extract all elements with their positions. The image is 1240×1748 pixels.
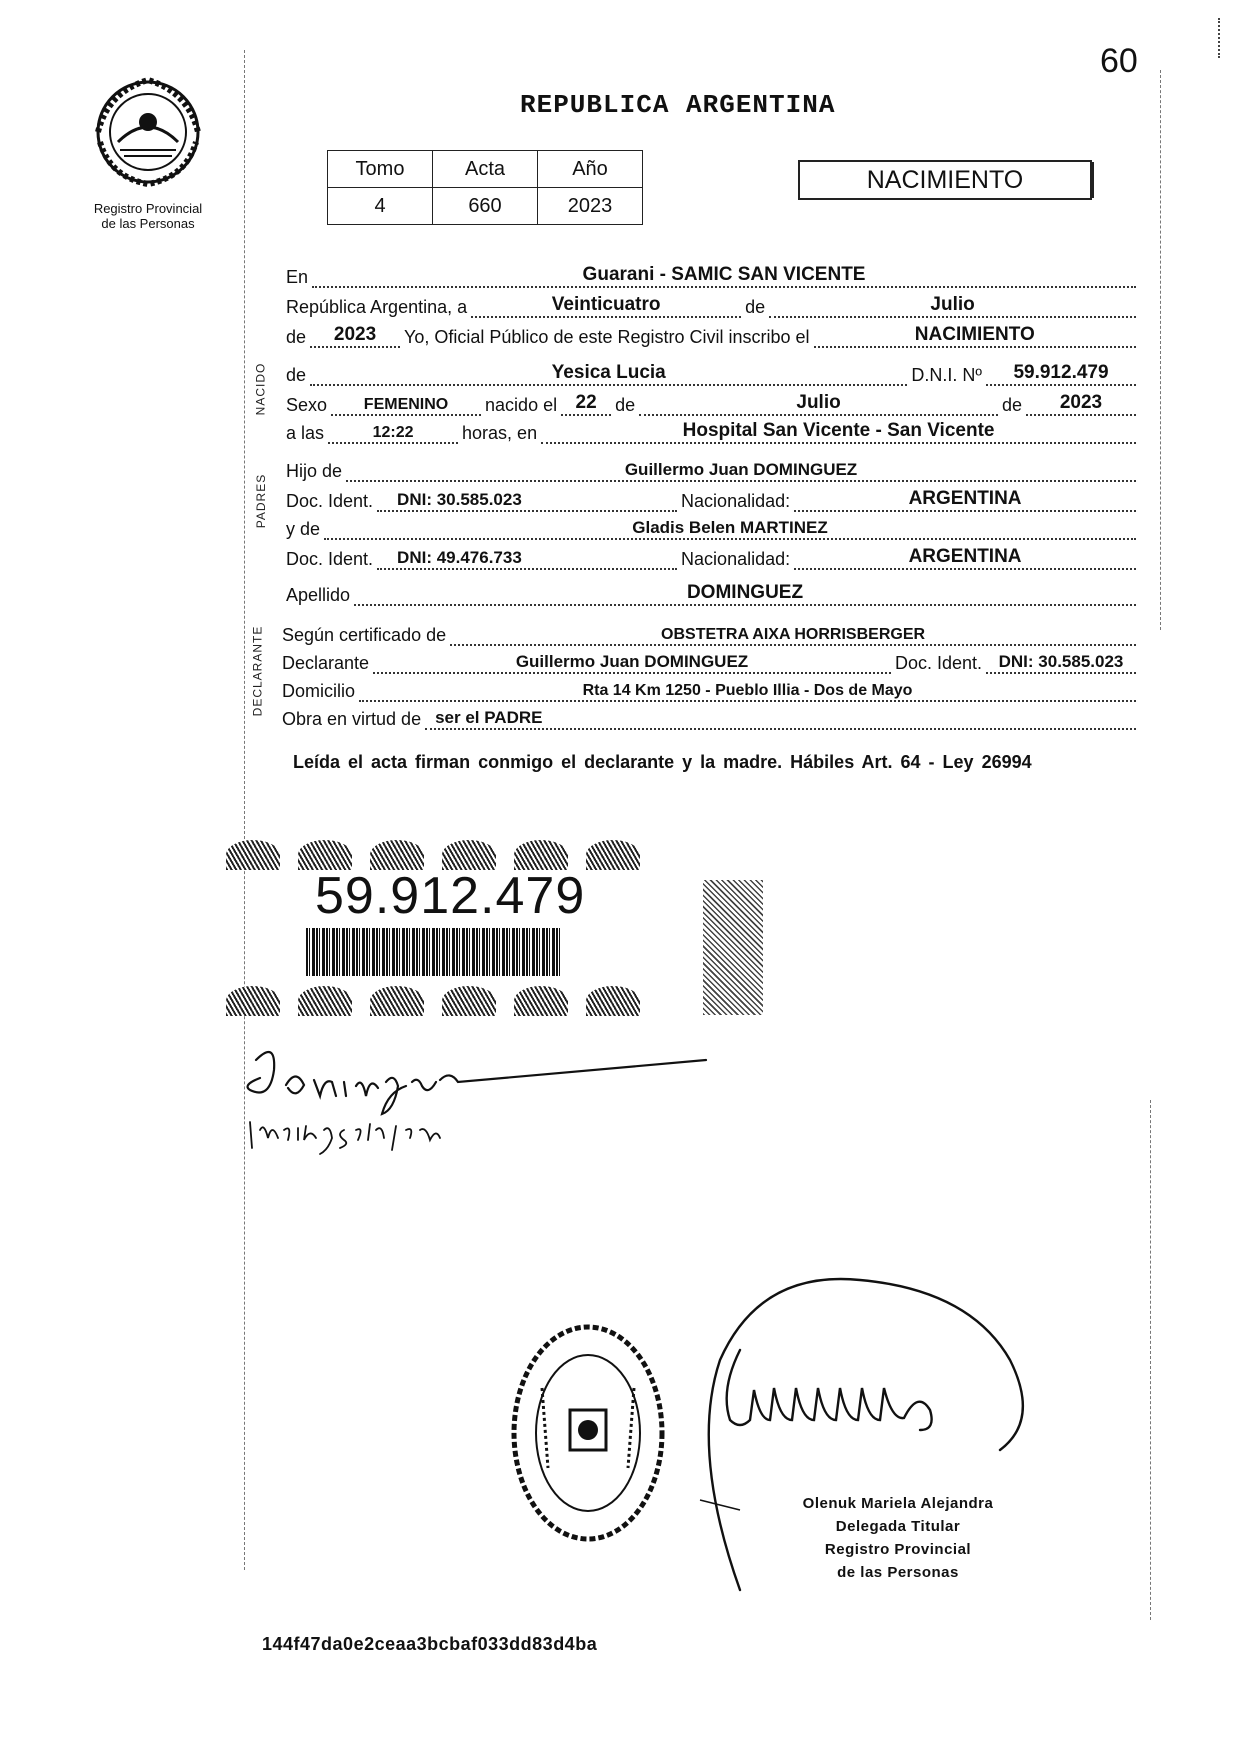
official-signatory xyxy=(778,1492,1018,1584)
hologram-security-mark xyxy=(703,880,763,1015)
security-strip-bottom xyxy=(226,986,672,1018)
row-sexo xyxy=(286,390,1140,416)
row-domicilio xyxy=(282,676,1140,702)
value-obra: ser el PADRE xyxy=(435,708,543,727)
label-de-year: de xyxy=(286,327,307,347)
record-type-box-shadow xyxy=(1090,162,1094,198)
label-de-month: de xyxy=(745,297,766,317)
label-mother-nat: Nacionalidad: xyxy=(681,549,791,569)
value-father-nat: ARGENTINA xyxy=(908,488,1022,509)
value-father: Guillermo Juan DOMINGUEZ xyxy=(624,460,858,479)
right-margin-line-lower xyxy=(1150,1100,1151,1620)
registry-table-header-row xyxy=(328,151,643,188)
value-en: Guarani - SAMIC SAN VICENTE xyxy=(582,264,866,285)
row-father-doc xyxy=(286,486,1140,512)
row-year xyxy=(286,322,1140,348)
official-office-line2: de las Personas xyxy=(837,1564,959,1581)
label-declarante: Declarante xyxy=(282,653,370,673)
value-birth-day: 22 xyxy=(575,392,597,413)
header-acta: Acta xyxy=(433,151,538,188)
official-role: Delegada Titular xyxy=(835,1518,961,1535)
value-month: Julio xyxy=(930,294,975,315)
label-republica: República Argentina, a xyxy=(286,297,468,317)
provincial-logo xyxy=(78,72,218,231)
row-en xyxy=(286,262,1140,288)
row-obra xyxy=(282,704,1140,730)
barcode xyxy=(306,928,562,976)
value-mother-nat: ARGENTINA xyxy=(908,546,1022,567)
value-mother-dni: DNI: 49.476.733 xyxy=(397,548,522,567)
value-birth-month: Julio xyxy=(796,392,841,413)
page-number: 60 xyxy=(1100,42,1138,80)
value-place: Hospital San Vicente - San Vicente xyxy=(682,420,995,441)
section-label-nacido: NACIDO xyxy=(253,362,268,416)
label-certificado: Según certificado de xyxy=(282,625,447,645)
misiones-seal-icon xyxy=(88,72,208,192)
margin-mark xyxy=(1218,18,1222,58)
value-mother: Gladis Belen MARTINEZ xyxy=(632,518,828,537)
row-apellido xyxy=(286,580,1140,606)
row-republica xyxy=(286,292,1140,318)
row-mother-doc xyxy=(286,544,1140,570)
official-stamp xyxy=(508,1318,668,1548)
row-mother xyxy=(286,514,1140,540)
registry-table-value-row xyxy=(328,188,643,225)
value-dni: 59.912.479 xyxy=(1013,362,1109,383)
value-tomo: 4 xyxy=(328,188,433,225)
value-certificado: OBSTETRA AIXA HORRISBERGER xyxy=(661,626,926,643)
label-y-de: y de xyxy=(286,519,321,539)
label-de-name: de xyxy=(286,365,307,385)
label-mother-doc: Doc. Ident. xyxy=(286,549,374,569)
row-hora xyxy=(286,418,1140,444)
value-day: Veinticuatro xyxy=(551,294,661,315)
label-nacido-el: nacido el xyxy=(485,395,558,415)
section-label-declarante: DECLARANTE xyxy=(250,625,265,717)
identity-number: 59.912.479 xyxy=(315,867,586,925)
row-declarante xyxy=(282,648,1140,674)
value-birth-year: 2023 xyxy=(1059,392,1103,413)
right-margin-line xyxy=(1160,70,1161,630)
logo-caption-line1: Registro Provincial xyxy=(93,201,203,216)
label-dni: D.N.I. Nº xyxy=(911,365,982,385)
value-name: Yesica Lucia xyxy=(551,362,666,383)
value-hour: 12:22 xyxy=(372,424,414,441)
header-anio: Año xyxy=(538,151,643,188)
left-margin-line xyxy=(244,50,245,1570)
label-father-doc: Doc. Ident. xyxy=(286,491,374,511)
value-father-dni: DNI: 30.585.023 xyxy=(397,490,522,509)
label-domicilio: Domicilio xyxy=(282,681,356,701)
row-certificado xyxy=(282,620,1140,646)
value-domicilio: Rta 14 Km 1250 - Pueblo Illia - Dos de Mayo xyxy=(582,682,913,699)
section-label-padres: PADRES xyxy=(254,473,269,529)
logo-caption-line2: de las Personas xyxy=(101,216,195,231)
value-acta: 660 xyxy=(433,188,538,225)
record-type-box: NACIMIENTO xyxy=(798,160,1092,200)
label-father-nat: Nacionalidad: xyxy=(681,491,791,511)
row-hijo xyxy=(286,456,1140,482)
label-de-birth-year: de xyxy=(1001,395,1022,415)
value-anio: 2023 xyxy=(538,188,643,225)
label-de-birth-month: de xyxy=(615,395,636,415)
label-hijo: Hijo de xyxy=(286,461,343,481)
value-inscribo: NACIMIENTO xyxy=(914,324,1035,345)
label-apellido: Apellido xyxy=(286,585,351,605)
header-tomo: Tomo xyxy=(328,151,433,188)
document-title: REPUBLICA ARGENTINA xyxy=(520,90,836,120)
row-name xyxy=(286,360,1140,386)
value-sexo: FEMENINO xyxy=(363,396,449,413)
legal-note: Leída el acta firman conmigo el declarante y la madre. Hábiles Art. 64 - Ley 26994 xyxy=(293,752,1032,772)
label-sexo: Sexo xyxy=(286,395,328,415)
registry-table xyxy=(327,150,643,225)
parent-signatures xyxy=(236,1030,736,1160)
value-declarante: Guillermo Juan DOMINGUEZ xyxy=(515,652,749,671)
official-office-line1: Registro Provincial xyxy=(824,1541,972,1558)
value-declarante-dni: DNI: 30.585.023 xyxy=(998,652,1124,671)
label-en: En xyxy=(286,267,309,287)
label-obra: Obra en virtud de xyxy=(282,709,422,729)
label-horas-en: horas, en xyxy=(462,423,538,443)
value-year: 2023 xyxy=(333,324,377,345)
document-hash: 144f47da0e2ceaa3bcbaf033dd83d4ba xyxy=(262,1634,598,1654)
label-inscribo: Yo, Oficial Público de este Registro Civil inscribo el xyxy=(404,327,810,347)
label-a-las: a las xyxy=(286,423,325,443)
label-declarante-doc: Doc. Ident. xyxy=(894,653,982,673)
official-name: Olenuk Mariela Alejandra xyxy=(802,1495,994,1512)
value-apellido: DOMINGUEZ xyxy=(686,582,804,603)
